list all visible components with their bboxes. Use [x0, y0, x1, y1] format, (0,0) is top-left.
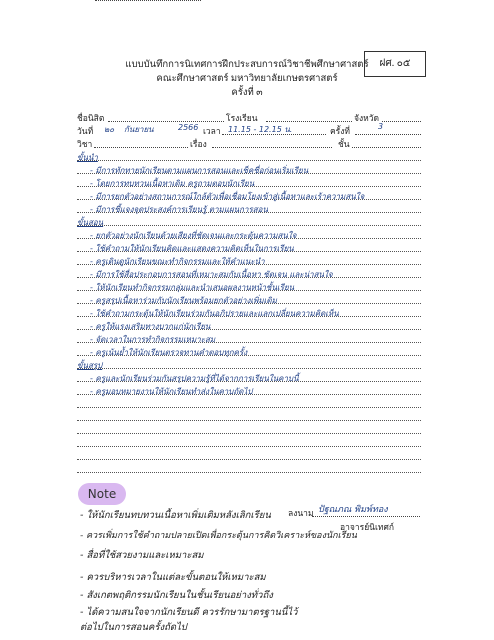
note-heading-teach: ขั้นสอน: [77, 218, 104, 227]
signature-role: อาจารย์นิเทศก์: [340, 522, 395, 532]
faculty-name: คณะศึกษาศาสตร์ มหาวิทยาลัยเกษตรศาสตร์: [156, 74, 338, 84]
date-field: [95, 0, 201, 1]
school-label: โรงเรียน: [226, 113, 258, 123]
note-line: - มีการทักทายนักเรียนตามแผนการสอนและเช็คชื่อก่อนเริ่มเรียน: [90, 166, 309, 175]
grade-field: [352, 147, 421, 148]
note-line: - ครูและนักเรียนร่วมกันสรุปความรู้ที่ได้จากการเรียนในคาบนี้: [90, 374, 299, 383]
note-line: - โดยการทบทวนเนื้อหาเดิม ครูถามตอบนักเรียน: [90, 179, 255, 188]
note-line: - ให้นักเรียนทำกิจกรรมกลุ่มและนำเสนอผลงานหน้าชั้นเรียน: [90, 283, 295, 292]
name-label: ชื่อนิสิต: [77, 113, 105, 123]
ruled-line: [77, 420, 421, 421]
note-line: - มีการใช้สื่อประกอบการสอนที่เหมาะสมกับเนื้อหา ชัดเจน และน่าสนใจ: [90, 270, 333, 279]
subject-label: วิชา: [77, 139, 93, 149]
time-label: เวลา: [203, 126, 221, 136]
note-line: - มีการชี้แจงจุดประสงค์การเรียนรู้ ตามแผนการสอน: [90, 205, 268, 214]
round-value: 3: [378, 122, 384, 131]
signature-field: [312, 516, 420, 517]
note-line: - ครูให้แรงเสริมทางบวกแก่นักเรียน: [90, 322, 211, 331]
date-month: กันยายน: [124, 125, 154, 134]
topic-label: เรื่อง: [190, 139, 207, 149]
ruled-line: [77, 160, 421, 161]
round-field: [355, 134, 421, 135]
note-line: - มีการยกตัวอย่างสถานการณ์ใกล้ตัวเพื่อเชื่อมโยงเข้าสู่เนื้อหาและเร้าความสนใจ: [90, 192, 365, 201]
note-item: ต่อไปในการสอนครั้งถัดไป: [80, 622, 187, 633]
ruled-line: [77, 446, 421, 447]
form-title: แบบบันทึกการนิเทศการฝึกประสบการณ์วิชาชีพศึกษาศาสตร์: [125, 60, 369, 70]
note-heading-intro: ขั้นนำ: [77, 153, 98, 162]
ruled-line: [77, 459, 421, 460]
note-line: - ยกตัวอย่างนักเรียนด้วยเสียงที่ชัดเจนและกระตุ้นความสนใจ: [90, 231, 297, 240]
signature-label: ลงนาม: [288, 508, 314, 518]
note-heading-summary: ขั้นสรุป: [77, 361, 103, 370]
ruled-line: [77, 368, 421, 369]
note-line: - ครูเดินดูนักเรียนขณะทำกิจกรรมและให้คำแนะนำ: [90, 257, 265, 266]
grade-label: ชั้น: [338, 139, 350, 149]
note-item: - สังเกตพฤติกรรมนักเรียนในชั้นเรียนอย่างทั่วถึง: [80, 590, 273, 601]
round-heading: ครั้งที่ ๓: [231, 88, 263, 98]
name-field: [108, 121, 224, 122]
note-badge: Note: [78, 483, 126, 505]
date-day: ๒๐: [104, 125, 115, 134]
province-label: จังหวัด: [354, 113, 380, 123]
ruled-line: [77, 433, 421, 434]
note-line: - ครูสรุปเนื้อหาร่วมกับนักเรียนพร้อมยกตัวอย่างเพิ่มเติม: [90, 296, 277, 305]
ruled-line: [77, 225, 421, 226]
subject-field: [94, 147, 188, 148]
note-item: - ให้นักเรียนทบทวนเนื้อหาเพิ่มเติมหลังเลิกเรียน: [80, 510, 271, 521]
note-line: - ครูมอบหมายงานให้นักเรียนทำส่งในคาบถัดไป: [90, 387, 253, 396]
signature-name: ปัฐณภณ พิมพ์ทอง: [318, 505, 388, 515]
date-label: วันที่: [77, 126, 94, 136]
province-field: [382, 121, 421, 122]
note-item: - ได้ความสนใจจากนักเรียนดี ควรรักษามาตรฐานนี้ไว้: [80, 607, 298, 618]
note-line: - จัดเวลาในการทำกิจกรรมเหมาะสม: [90, 335, 216, 344]
topic-field: [212, 147, 332, 148]
school-field: [266, 121, 352, 122]
time-value: 11.15 - 12.15 น.: [228, 125, 293, 134]
round-label: ครั้งที่: [330, 126, 351, 136]
note-item: - สื่อที่ใช้สวยงามและเหมาะสม: [80, 550, 204, 561]
ruled-line: [77, 407, 421, 408]
note-item: - ควรเพิ่มการใช้คำถามปลายเปิดเพื่อกระตุ้นการคิดวิเคราะห์ของนักเรียน: [80, 531, 357, 541]
form-code-box: ฝศ. ๐๕: [364, 51, 426, 77]
note-line: - ใช้คำถามกระตุ้นให้นักเรียนร่วมกันอภิปรายและแลกเปลี่ยนความคิดเห็น: [90, 309, 339, 318]
note-line: - ครูเน้นย้ำให้นักเรียนตรวจทานคำตอบทุกครั้ง: [90, 348, 248, 357]
ruled-line: [77, 472, 421, 473]
note-line: - ใช้คำถามให้นักเรียนคิดและแสดงความคิดเห็นในการเรียน: [90, 244, 294, 253]
date-year: 2566: [178, 123, 199, 132]
note-item: - ควรบริหารเวลาในแต่ละขั้นตอนให้เหมาะสม: [80, 572, 266, 583]
